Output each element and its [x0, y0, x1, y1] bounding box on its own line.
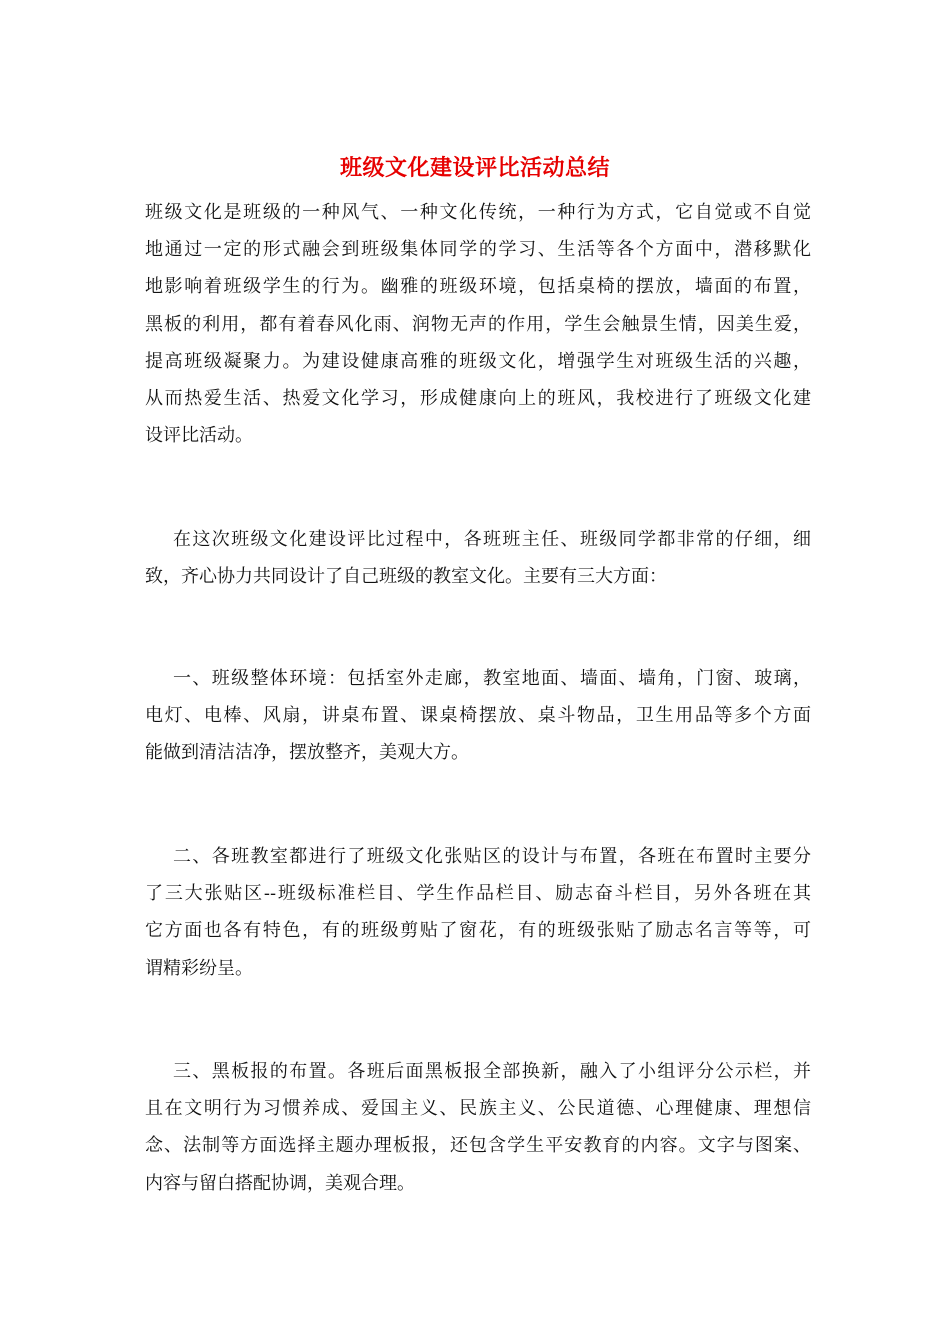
text-line: 谓精彩纷呈。	[145, 957, 253, 979]
text-line: 地影响着班级学生的行为。幽雅的班级环境，包括桌椅的摆放，墙面的布置，	[145, 276, 811, 298]
text-line: 一、班级整体环境：包括室外走廊，教室地面、墙面、墙角，门窗、玻璃，	[173, 668, 811, 689]
text-line: 黑板的利用，都有着春风化雨、润物无声的作用，学生会触景生情，因美生爱，	[145, 313, 811, 335]
text-line: 从而热爱生活、热爱文化学习，形成健康向上的班风，我校进行了班级文化建	[145, 388, 811, 410]
paragraph-aspect-two	[145, 838, 811, 987]
text-line: 它方面也各有特色，有的班级剪贴了窗花，有的班级张贴了励志名言等等，可	[145, 920, 811, 942]
text-line: 致，齐心协力共同设计了自己班级的教室文化。主要有三大方面：	[145, 566, 667, 588]
text-line: 班级文化是班级的一种风气、一种文化传统，一种行为方式，它自觉或不自觉	[145, 202, 811, 223]
text-line: 设评比活动。	[145, 425, 253, 447]
text-line: 内容与留白搭配协调，美观合理。	[145, 1172, 415, 1194]
text-line: 且在文明行为习惯养成、爱国主义、民族主义、公民道德、心理健康、理想信	[145, 1098, 811, 1120]
document-title: 班级文化建设评比活动总结	[339, 155, 610, 181]
text-line: 在这次班级文化建设评比过程中，各班班主任、班级同学都非常的仔细，细	[173, 529, 811, 550]
text-line: 二、各班教室都进行了班级文化张贴区的设计与布置，各班在布置时主要分	[173, 846, 811, 867]
text-line: 地通过一定的形式融会到班级集体同学的学习、生活等各个方面中，潜移默化	[145, 239, 811, 261]
text-line: 提高班级凝聚力。为建设健康高雅的班级文化，增强学生对班级生活的兴趣，	[145, 350, 811, 372]
paragraph-intro	[145, 194, 811, 454]
paragraph-process	[145, 521, 811, 595]
paragraph-aspect-one	[145, 660, 811, 772]
text-line: 能做到清洁洁净，摆放整齐，美观大方。	[145, 742, 469, 764]
text-line: 电灯、电棒、风扇，讲桌布置、课桌椅摆放、桌斗物品，卫生用品等多个方面	[145, 705, 811, 727]
text-line: 三、黑板报的布置。各班后面黑板报全部换新，融入了小组评分公示栏，并	[173, 1061, 811, 1082]
text-line: 念、法制等方面选择主题办理板报，还包含学生平安教育的内容。文字与图案、	[145, 1135, 811, 1157]
text-line: 了三大张贴区--班级标准栏目、学生作品栏目、励志奋斗栏目，另外各班在其	[145, 883, 811, 905]
paragraph-aspect-three	[145, 1053, 811, 1202]
